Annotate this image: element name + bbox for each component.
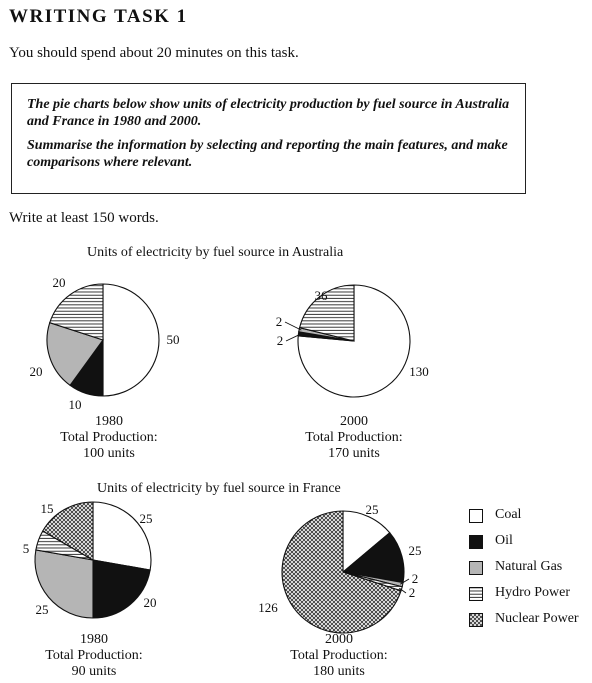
legend-label-nuclear-power: Nuclear Power <box>495 611 579 626</box>
slice-label-australia-2000-oil: 2 <box>276 333 284 348</box>
leader-line-australia-2000-natural-gas <box>285 322 301 330</box>
australia-1980-caption <box>29 414 189 462</box>
coal-swatch-icon <box>469 509 483 523</box>
france-1980-caption <box>14 632 174 680</box>
pie-france-1980 <box>23 501 157 618</box>
slice-label-australia-1980-coal: 50 <box>166 332 180 347</box>
france-2000-total-label: Total Production: <box>290 648 388 663</box>
legend-label-hydro-power: Hydro Power <box>495 585 571 600</box>
slice-australia-1980-coal <box>103 284 159 396</box>
nuclear-power-swatch-icon <box>469 613 483 627</box>
slice-label-france-2000-natural-gas: 2 <box>411 571 419 586</box>
australia-1980-total-label: Total Production: <box>60 430 158 445</box>
slice-label-australia-1980-hydro-power: 20 <box>52 275 66 290</box>
australia-1980-year: 1980 <box>95 414 123 429</box>
pie-france-2000 <box>258 502 421 633</box>
france-2000-caption <box>259 632 419 680</box>
slice-label-france-2000-nuclear-power: 126 <box>258 600 278 615</box>
france-1980-total-label: Total Production: <box>45 648 143 663</box>
slice-label-australia-1980-natural-gas: 20 <box>29 364 43 379</box>
france-2000-total-value: 180 units <box>313 664 365 679</box>
slice-label-australia-2000-coal: 130 <box>409 364 429 379</box>
slice-label-france-1980-coal: 25 <box>139 511 153 526</box>
legend-label-coal: Coal <box>495 507 522 522</box>
australia-2000-year: 2000 <box>340 414 368 429</box>
task-prompt-line-1: The pie charts below show units of electricity production by fuel source in Australia and France in 1980 and 2000. <box>27 97 510 129</box>
australia-1980-total-value: 100 units <box>83 446 135 461</box>
australia-group-title: Units of electricity by fuel source in Australia <box>87 245 344 260</box>
australia-2000-total-value: 170 units <box>328 446 380 461</box>
page-title: WRITING TASK 1 <box>9 6 188 27</box>
australia-2000-total-label: Total Production: <box>305 430 403 445</box>
australia-2000-caption <box>274 414 434 462</box>
slice-label-france-1980-hydro-power: 5 <box>22 541 30 556</box>
france-group-title: Units of electricity by fuel source in France <box>97 481 341 496</box>
slice-label-australia-2000-natural-gas: 2 <box>275 314 283 329</box>
slice-label-france-1980-natural-gas: 25 <box>35 602 49 617</box>
legend-label-natural-gas: Natural Gas <box>495 559 563 574</box>
pie-australia-1980 <box>30 275 180 412</box>
oil-swatch-icon <box>469 535 483 549</box>
slice-label-france-2000-coal: 25 <box>365 502 379 517</box>
slice-label-france-1980-oil: 20 <box>143 595 157 610</box>
slice-label-australia-1980-oil: 10 <box>68 397 82 412</box>
slice-label-australia-2000-hydro-power: 36 <box>314 288 328 303</box>
task-prompt-line-2: Summarise the information by selecting and reporting the main features, and make comparisons where relevant. <box>27 138 508 170</box>
slice-label-france-2000-oil: 25 <box>408 543 422 558</box>
word-limit: Write at least 150 words. <box>9 210 159 226</box>
pie-australia-2000 <box>276 285 429 397</box>
legend-label-oil: Oil <box>495 533 513 548</box>
natural-gas-swatch-icon <box>469 561 483 575</box>
slice-france-1980-oil <box>93 560 150 618</box>
time-instruction: You should spend about 20 minutes on this task. <box>9 45 299 61</box>
slice-label-france-2000-hydro-power: 2 <box>408 585 416 600</box>
slice-label-france-1980-nuclear-power: 15 <box>40 501 54 516</box>
france-1980-total-value: 90 units <box>71 664 117 679</box>
france-2000-year: 2000 <box>325 632 353 647</box>
france-1980-year: 1980 <box>80 632 108 647</box>
hydro-power-swatch-icon <box>469 587 483 601</box>
